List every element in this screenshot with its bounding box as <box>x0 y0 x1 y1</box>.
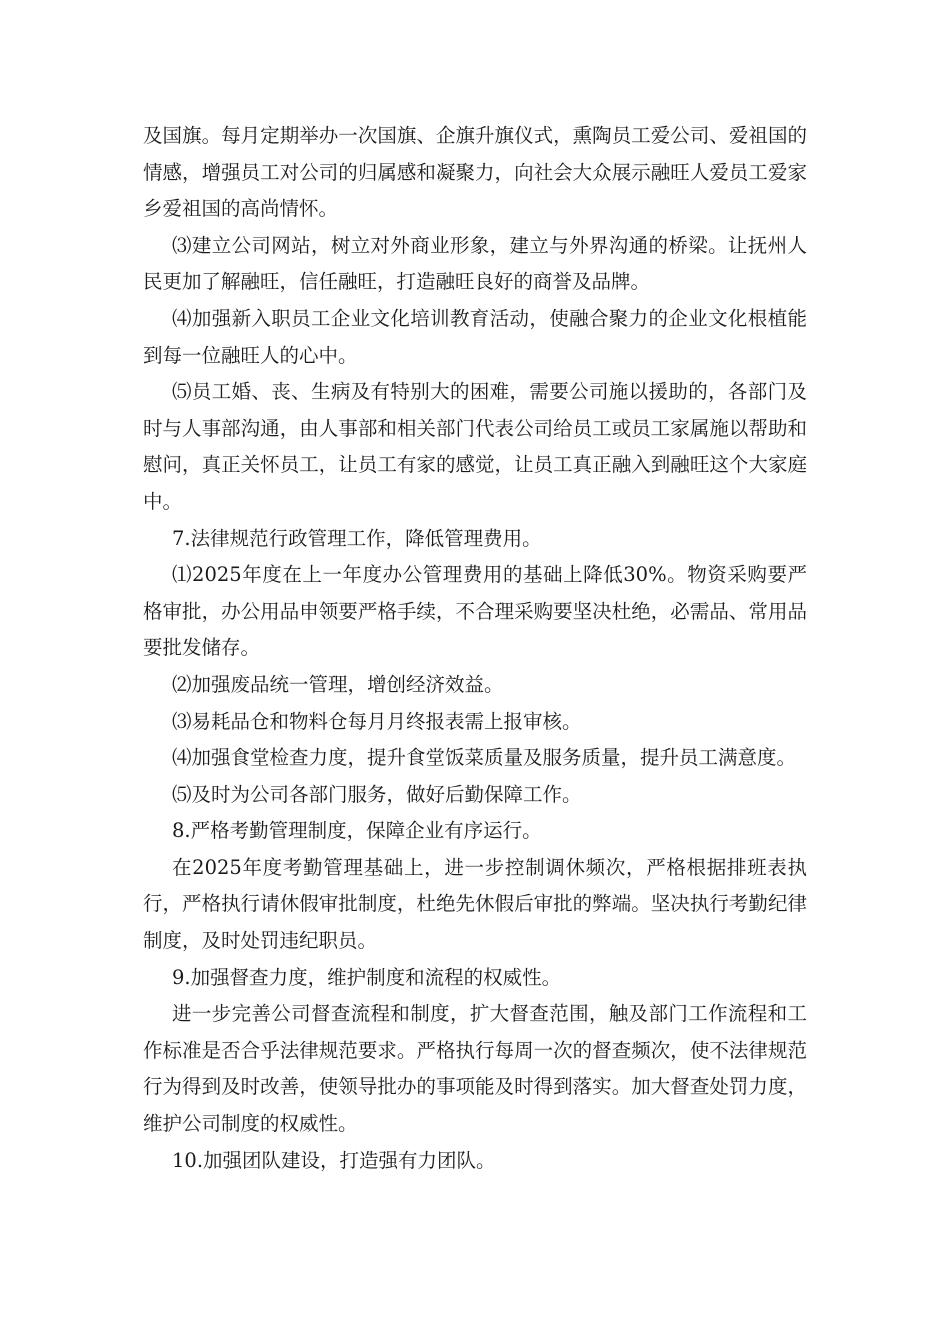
section-heading-7: 7.法律规范行政管理工作，降低管理费用。 <box>172 526 542 550</box>
section-heading-8: 8.严格考勤管理制度，保障企业有序运行。 <box>172 819 542 843</box>
section-heading-9: 9.加强督查力度，维护制度和流程的权威性。 <box>172 965 562 989</box>
paragraph-national-flag-continuation: 及国旗。每月定期举办一次国旗、企旗升旗仪式，熏陶员工爱公司、爱祖国的情感，增强员工对公司的归属感和凝聚力，向社会大众展示融旺人爱员工爱家乡爱祖国的高尚情怀。 <box>143 124 807 221</box>
paragraph-7-item-1: ⑴2025年度在上一年度办公管理费用的基础上降低30%。物资采购要严格审批，办公用品申领要严格手续，不合理采购要坚决杜绝，必需品、常用品要批发储存。 <box>143 563 807 660</box>
document-body <box>143 118 807 1179</box>
paragraph-item-3-website: ⑶建立公司网站，树立对外商业形象，建立与外界沟通的桥梁。让抚州人民更加了解融旺，信任融旺，打造融旺良好的商誉及品牌。 <box>143 233 807 294</box>
paragraph-item-4-training: ⑷加强新入职员工企业文化培训教育活动，使融合聚力的企业文化根植能到每一位融旺人的心中。 <box>143 306 807 367</box>
section-heading-10: 10.加强团队建设，打造强有力团队。 <box>172 1148 496 1172</box>
paragraph-9-body: 进一步完善公司督查流程和制度，扩大督查范围，触及部门工作流程和工作标准是否合乎法律规范要求。严格执行每周一次的督查频次，使不法律规范行为得到及时改善，使领导批办的事项能及时得到落实。加大督查处罚力度，维护公司制度的权威性。 <box>143 1002 807 1136</box>
paragraph-7-item-2: ⑵加强废品统一管理，增创经济效益。 <box>172 672 504 696</box>
paragraph-item-5-care: ⑸员工婚、丧、生病及有特别大的困难，需要公司施以援助的，各部门及时与人事部沟通，由人事部和相关部门代表公司给员工或员工家属施以帮助和慰问，真正关怀员工，让员工有家的感觉，让员工真正融入到融旺这个大家庭中。 <box>143 380 807 513</box>
paragraph-7-item-3: ⑶易耗品仓和物料仓每月月终报表需上报审核。 <box>172 709 582 733</box>
paragraph-7-item-5: ⑸及时为公司各部门服务，做好后勤保障工作。 <box>172 782 582 806</box>
paragraph-8-body: 在2025年度考勤管理基础上，进一步控制调休频次，严格根据排班表执行，严格执行请休假审批制度，杜绝先休假后审批的弊端。坚决执行考勤纪律制度，及时处罚违纪职员。 <box>143 855 807 953</box>
paragraph-7-item-4: ⑷加强食堂检查力度，提升食堂饭菜质量及服务质量，提升员工满意度。 <box>172 746 797 770</box>
